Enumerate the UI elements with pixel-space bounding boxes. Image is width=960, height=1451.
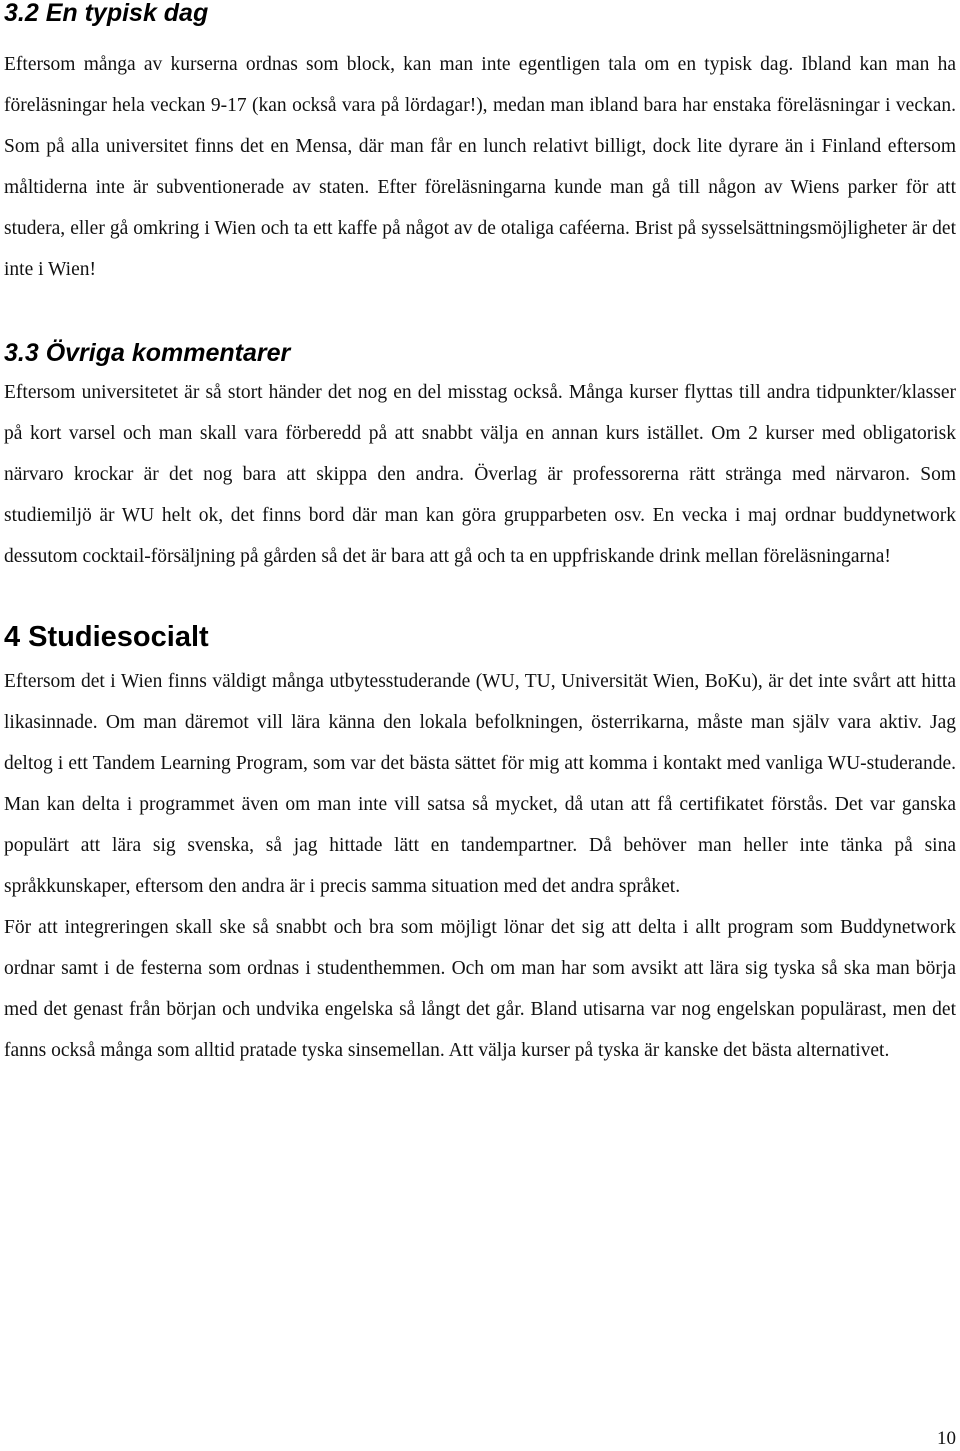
- chapter-heading-4: 4 Studiesocialt: [4, 621, 209, 653]
- chapter-paragraph-4-2: För att integreringen skall ske så snabbt och bra som möjligt lönar det sig att delta i allt program som Buddynetwork ordnar samt i de festerna som ordnas i studenthemmen. Och om man har som avsikt att lära sig tyska så ska man börja med det genast från början och undvika engelska så långt det går. Bland utisarna var nog engelskan populärast, men det fanns också många som alltid pratade tyska sinsemellan. Att välja kurser på tyska är kanske det bästa alternativet.: [4, 917, 956, 1061]
- chapter-paragraph-4-1: Eftersom det i Wien finns väldigt många utbytesstuderande (WU, TU, Universität Wien, BoKu), är det inte svårt att hitta likasinnade. Om man däremot vill lära känna den lokala befolkningen, österrikarna, måste man själv vara aktiv. Jag deltog i ett Tandem Learning Program, som var det bästa sättet för mig att komma i kontakt med vanliga WU-studerande. Man kan delta i programmet även om man inte vill satsa så mycket, då utan att få certifikatet förstås. Det var ganska populärt att lära sig svenska, så jag hittade lätt en tandempartner. Då behöver man heller inte tänka på sina språkkunskaper, eftersom den andra är i precis samma situation med det andra språket.: [4, 671, 956, 897]
- section-heading-3-2: 3.2 En typisk dag: [4, 0, 209, 27]
- page-number: 10: [937, 1428, 956, 1449]
- section-paragraph-3-2: Eftersom många av kurserna ordnas som block, kan man inte egentligen tala om en typisk dag. Ibland kan man ha föreläsningar hela veckan 9-17 (kan också vara på lördagar!), medan man ibland bara har enstaka föreläsningar i veckan. Som på alla universitet finns det en Mensa, där man får en lunch relativt billigt, dock lite dyrare än i Finland eftersom måltiderna inte är subventionerade av staten. Efter föreläsningarna kunde man gå till någon av Wiens parker för att studera, eller gå omkring i Wien och ta ett kaffe på något av de otaliga caféerna. Brist på sysselsättningsmöjligheter är det inte i Wien!: [4, 54, 956, 280]
- document-page: [4, 0, 956, 1071]
- section-heading-3-3: 3.3 Övriga kommentarer: [4, 339, 291, 367]
- section-paragraph-3-3: Eftersom universitetet är så stort händer det nog en del misstag också. Många kurser flyttas till andra tidpunkter/klasser på kort varsel och man skall vara förberedd på att snabbt välja en annan kurs istället. Om 2 kurser med obligatorisk närvaro krockar är det nog bara att skippa den andra. Överlag är professorerna rätt stränga med närvaron. Som studiemiljö är WU helt ok, det finns bord där man kan göra grupparbeten osv. En vecka i maj ordnar buddynetwork dessutom cocktail-försäljning på gården så det är bara att gå och ta en uppfriskande drink mellan föreläsningarna!: [4, 382, 956, 567]
